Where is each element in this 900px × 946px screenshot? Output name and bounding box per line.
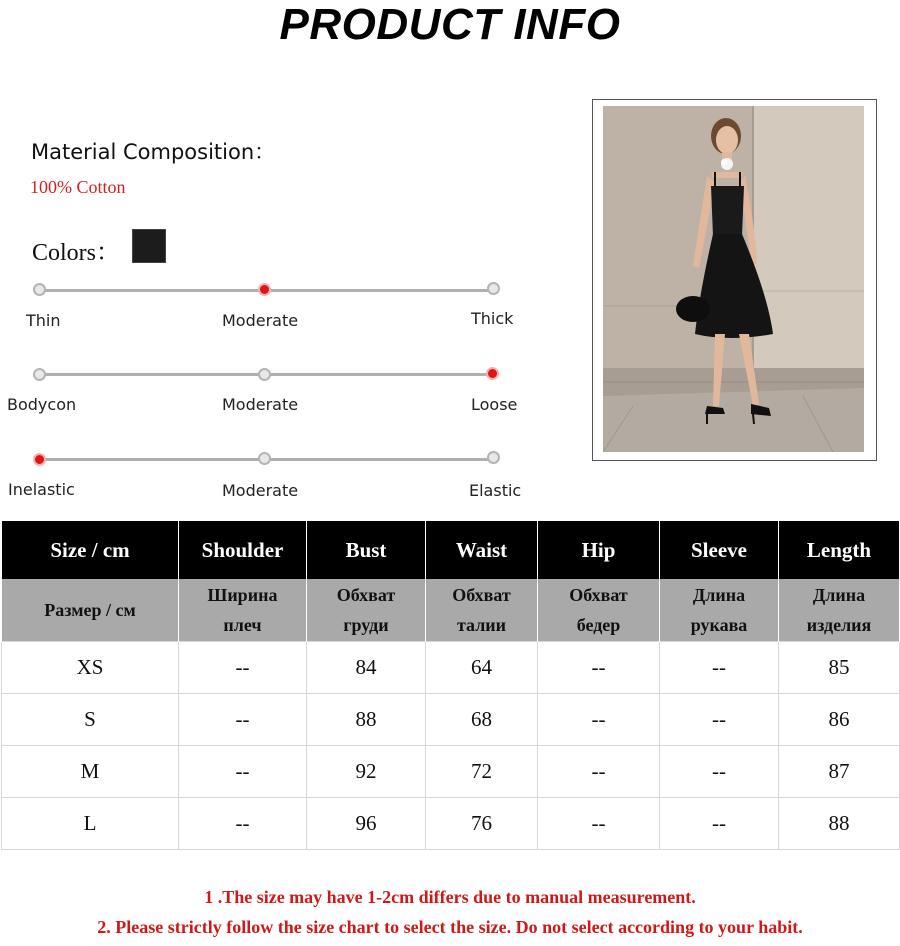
- table-header-row-en: [2, 521, 900, 579]
- table-cell: 92: [307, 745, 426, 797]
- table-cell: 72: [426, 745, 538, 797]
- table-cell: M: [2, 745, 179, 797]
- elasticity-scale: [0, 450, 560, 510]
- thickness-dot-thick: [487, 282, 500, 295]
- table-cell: L: [2, 797, 179, 849]
- fit-label-moderate: Moderate: [222, 395, 299, 414]
- table-cell: S: [2, 693, 179, 745]
- table-row: [2, 797, 900, 849]
- fit-dot-bodycon: [33, 368, 46, 381]
- table-cell: 84: [307, 641, 426, 693]
- colors-label: Colors：: [32, 240, 121, 266]
- thickness-label-thin: Thin: [26, 311, 61, 330]
- header-ru-text: Длина: [692, 584, 746, 605]
- elasticity-label-inelastic: Inelastic: [8, 480, 75, 499]
- table-row: [2, 693, 900, 745]
- note-size-selection: 2. Please strictly follow the size chart to select the size. Do not select according to your habit.: [97, 917, 803, 937]
- thickness-dot-thin: [33, 283, 46, 296]
- header-ru-text: рукава: [690, 614, 748, 635]
- material-value: 100% Cotton: [30, 177, 126, 197]
- header-sleeve: Sleeve: [660, 521, 779, 579]
- page-title: PRODUCT INFO: [279, 0, 621, 49]
- header-ru-text: Длина: [812, 584, 866, 605]
- table-cell: --: [660, 797, 779, 849]
- table-cell: --: [179, 641, 307, 693]
- header-ru-shoulder: [179, 579, 307, 641]
- table-header-row-ru: [2, 579, 900, 641]
- table-cell: --: [660, 693, 779, 745]
- elasticity-label-moderate: Moderate: [222, 481, 299, 500]
- thickness-dot-moderate: [258, 283, 271, 296]
- table-cell: 87: [779, 745, 900, 797]
- table-cell: --: [660, 745, 779, 797]
- product-photo[interactable]: [603, 106, 864, 452]
- note-measurement: 1 .The size may have 1-2cm differs due to manual measurement.: [204, 887, 696, 907]
- fit-dot-loose: [486, 367, 499, 380]
- table-cell: 68: [426, 693, 538, 745]
- table-cell: --: [179, 797, 307, 849]
- header-waist: Waist: [426, 521, 538, 579]
- header-ru-text: груди: [343, 614, 389, 635]
- table-cell: 86: [779, 693, 900, 745]
- table-cell: 64: [426, 641, 538, 693]
- model-illustration: [603, 106, 864, 452]
- table-cell: XS: [2, 641, 179, 693]
- header-ru-text: Размер / см: [44, 599, 136, 620]
- color-swatch-black[interactable]: [132, 229, 166, 263]
- thickness-scale: [0, 280, 560, 340]
- header-hip: Hip: [538, 521, 660, 579]
- table-cell: --: [179, 745, 307, 797]
- header-ru-size: [2, 579, 179, 641]
- size-chart-table: [1, 521, 900, 850]
- table-cell: --: [538, 693, 660, 745]
- elasticity-dot-elastic: [487, 451, 500, 464]
- fit-label-bodycon: Bodycon: [7, 395, 77, 414]
- material-label: Material Composition：: [31, 140, 276, 164]
- header-ru-text: Обхват: [336, 584, 396, 605]
- header-ru-text: талии: [456, 614, 507, 635]
- table-cell: --: [538, 641, 660, 693]
- header-ru-text: Обхват: [569, 584, 628, 605]
- table-cell: 88: [779, 797, 900, 849]
- header-ru-waist: [426, 579, 538, 641]
- fit-dot-moderate: [258, 368, 271, 381]
- elasticity-dot-moderate: [258, 452, 271, 465]
- header-ru-length: [779, 579, 900, 641]
- table-row: [2, 641, 900, 693]
- header-ru-hip: [538, 579, 660, 641]
- table-row: [2, 745, 900, 797]
- elasticity-dot-inelastic: [33, 453, 46, 466]
- header-length: Length: [779, 521, 900, 579]
- table-cell: --: [538, 797, 660, 849]
- table-cell: 76: [426, 797, 538, 849]
- fit-scale: [0, 364, 560, 424]
- header-ru-bust: [307, 579, 426, 641]
- table-cell: 85: [779, 641, 900, 693]
- header-ru-sleeve: [660, 579, 779, 641]
- header-ru-text: Ширина: [207, 584, 278, 605]
- header-ru-text: изделия: [806, 614, 872, 635]
- header-shoulder: Shoulder: [179, 521, 307, 579]
- table-cell: --: [538, 745, 660, 797]
- thickness-label-moderate: Moderate: [222, 311, 299, 330]
- product-photo-frame: [592, 99, 877, 461]
- header-ru-text: плеч: [223, 614, 262, 635]
- fit-label-loose: Loose: [471, 395, 518, 414]
- table-cell: 88: [307, 693, 426, 745]
- header-ru-text: бедер: [576, 614, 621, 635]
- header-bust: Bust: [307, 521, 426, 579]
- header-size: Size / cm: [2, 521, 179, 579]
- header-ru-text: Обхват: [452, 584, 511, 605]
- table-cell: --: [179, 693, 307, 745]
- thickness-label-thick: Thick: [471, 309, 514, 328]
- table-cell: 96: [307, 797, 426, 849]
- table-cell: --: [660, 641, 779, 693]
- elasticity-label-elastic: Elastic: [469, 481, 522, 500]
